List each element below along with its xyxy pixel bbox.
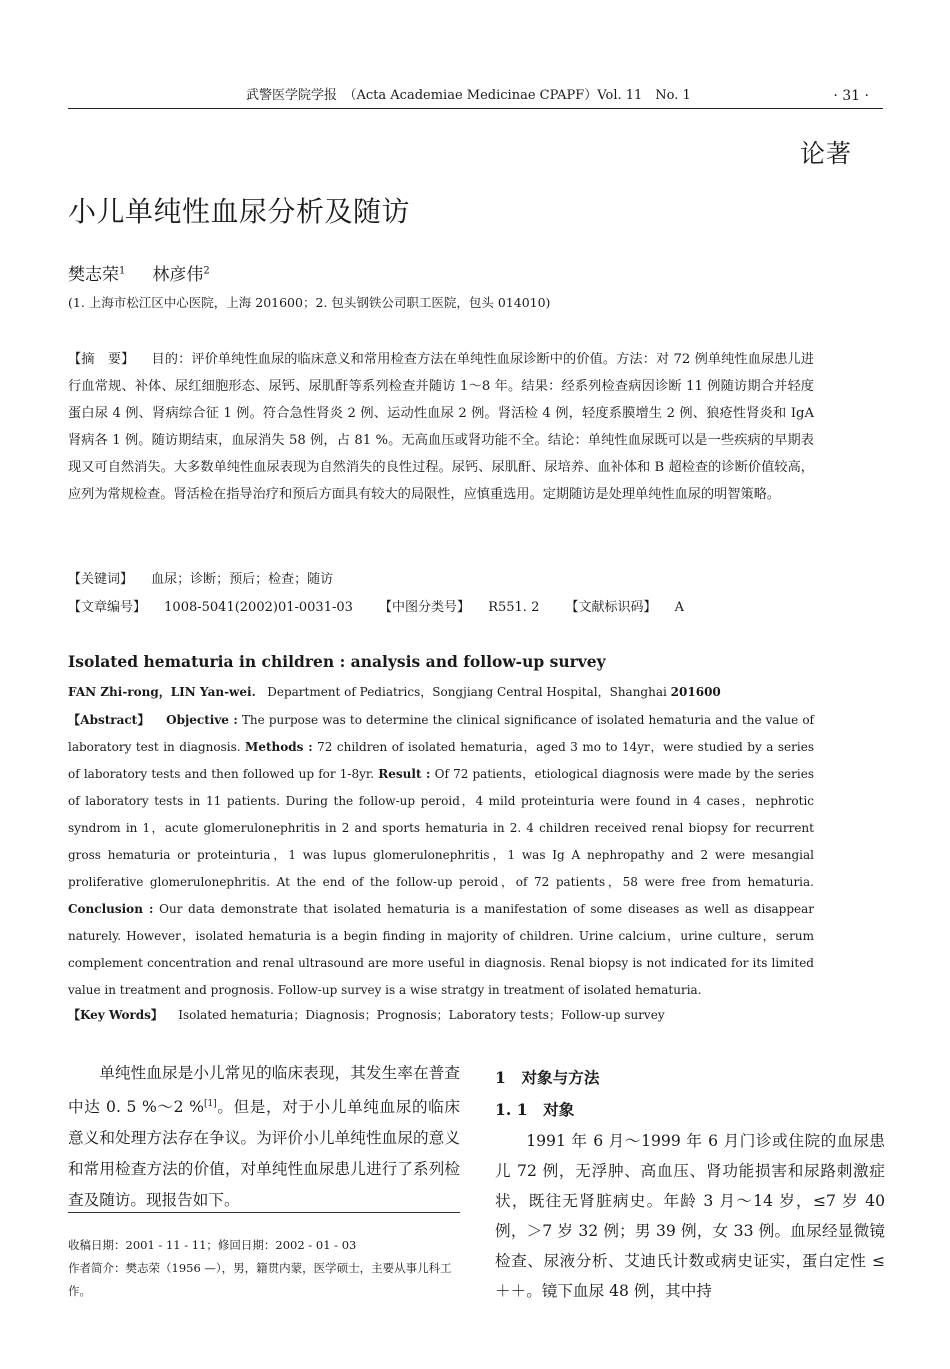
subsection-heading: 1. 1 对象 [495,1100,575,1119]
conclusion-label: Conclusion : [68,902,154,916]
keywords-cn-text: 血尿；诊断；预后；检查；随访 [151,572,334,587]
intro-paragraph [68,1058,460,1216]
abstract-cn-label: 【摘 要】 [68,352,135,367]
en-postcode: 201600 [670,685,721,699]
abstract-en-label: 【Abstract】 [68,713,150,727]
author-affil-mark: 1 [119,265,126,277]
conclusion-text: Our data demonstrate that isolated hematuria is a manifestation of some diseases as well as disappear naturely. However，isolated hematuria is a begin finding in majority of children. Urine calcium，urine culture，serum complement concentration and renal ultrasound are more useful in diagnosis. Renal biopsy is not indicated for its limited value in treatment and prognosis. Follow-up survey is a wise stratgy in treatment of isolated hematuria. [68,902,814,997]
page-number: · 31 · [833,88,869,104]
paper-title: 小儿单纯性血尿分析及随访 [68,195,411,228]
keywords-en [68,1006,665,1023]
methods-text: 72 children of isolated hematuria，aged 3 mo to 14yr，were studied by a series of laboratory tests and then followed up for 1-8yr. [68,740,814,781]
english-title: Isolated hematuria in children : analysis and follow-up survey [68,652,606,671]
objective-text: The purpose was to determine the clinical significance of isolated hematuria and the value of laboratory test in diagnosis. [68,713,814,754]
running-header [68,86,883,109]
intro-text-2: 。但是，对于小儿单纯血尿的临床意义和处理方法存在争议。为评价小儿单纯性血尿的意义和常用检查方法的价值，对单纯性血尿患儿进行了系列检查及随访。现报告如下。 [68,1098,460,1210]
abstract-en [68,707,814,1004]
affiliation: (1. 上海市松江区中心医院，上海 201600；2. 包头钢铁公司职工医院，包头 014010) [68,295,551,310]
en-author-names: FAN Zhi-rong，LIN Yan-wei. [68,685,256,699]
subjects-paragraph: 1991 年 6 月～1999 年 6 月门诊或住院的血尿患儿 72 例，无浮肿、高血压、肾功能损害和尿路刺激症状，既往无肾脏病史。年龄 3 月～14 岁，≤7 岁 40 例，＞7 岁 32 例；男 39 例，女 33 例。血尿经显微镜检查、尿液分析、艾迪氏计数或病史证实，蛋白定性 ≤＋＋。镜下血尿 48 例，其中持 [495,1132,885,1300]
received-date: 收稿日期：2001 - 11 - 11；修回日期：2002 - 01 - 03 [68,1238,357,1252]
footnote [68,1234,460,1303]
author-name: 林彦伟 [152,265,204,285]
author-bio: 作者简介：樊志荣（1956 —），男，籍贯内蒙，医学硕士，主要从事儿科工作。 [68,1261,452,1298]
methods-label: Methods : [245,740,313,754]
english-authors [68,683,721,700]
intro-text-1: 单纯性血尿是小儿常见的临床表现，其发生率在普查中达 0. 5 %～2 % [68,1064,460,1117]
section-heading: 1 对象与方法 [495,1068,600,1087]
article-no-label: 【文章编号】 [68,600,147,615]
objective-label: Objective : [166,713,238,727]
section-tag: 论著 [799,139,852,168]
keywords-cn [68,568,347,587]
doc-code: A [674,600,685,615]
citation-ref: [1] [203,1099,217,1109]
result-text: Of 72 patients，etiological diagnosis were made by the series of laboratory tests in 11 patients. During the follow-up peroid，4 mild proteinturia were found in 4 cases，nephrotic syndrom in 1，acute glomerulonephritis in 2 and sports hematuria in 2. 4 children received renal biopsy for recurrent gross hematuria or proteinturia，1 was lupus glomerulonephritis，1 was Ig A nephropathy and 2 were mesangial proliferative glomerulonephritis. At the end of the follow-up peroid，of 72 patients，58 were free from hematuria. [68,767,814,889]
keywords-cn-label: 【关键词】 [68,572,134,587]
article-no: 1008-5041(2002)01-0031-03 [164,600,353,615]
author-name: 樊志荣 [68,265,119,285]
clc-code: R551. 2 [488,600,540,615]
footnote-divider [68,1212,460,1213]
keywords-en-label: 【Key Words】 [68,1008,163,1022]
doc-code-label: 【文献标识码】 [565,600,657,615]
clc-label: 【中图分类号】 [379,600,471,615]
abstract-cn-text: 目的：评价单纯性血尿的临床意义和常用检查方法在单纯性血尿诊断中的价值。方法：对 72 例单纯性血尿患儿进行血常规、补体、尿红细胞形态、尿钙、尿肌酐等系列检查并随访 1～8 年。结果：经系列检查病因诊断 11 例随访期合并轻度蛋白尿 4 例、肾病综合征 1 例。符合急性肾炎 2 例、运动性血尿 2 例。肾活检 4 例，轻度系膜增生 2 例、狼疮性肾炎和 IgA 肾病各 1 例。随访期结束，血尿消失 58 例，占 81 %。无高血压或肾功能不全。结论：单纯性血尿既可以是一些疾病的早期表现又可自然消失。大多数单纯性血尿表现为自然消失的良性过程。尿钙、尿肌酐、尿培养、血补体和 B 超检查的诊断价值较高，应列为常规检查。肾活检在指导治疗和预后方面具有较大的局限性，应慎重选用。定期随访是处理单纯性血尿的明智策略。 [68,352,814,502]
author-affil-mark: 2 [203,265,210,277]
en-affiliation: Department of Pediatrics，Songjiang Central Hospital，Shanghai [267,685,667,699]
abstract-cn [68,346,814,508]
result-label: Result : [378,767,431,781]
article-ids [68,596,698,615]
keywords-en-text: Isolated hematuria；Diagnosis；Prognosis；Laboratory tests；Follow-up survey [178,1008,665,1022]
author-list [68,260,210,285]
journal-citation: 武警医学院学报 （Acta Academiae Medicinae CPAPF）Vol. 11 No. 1 [246,88,691,103]
